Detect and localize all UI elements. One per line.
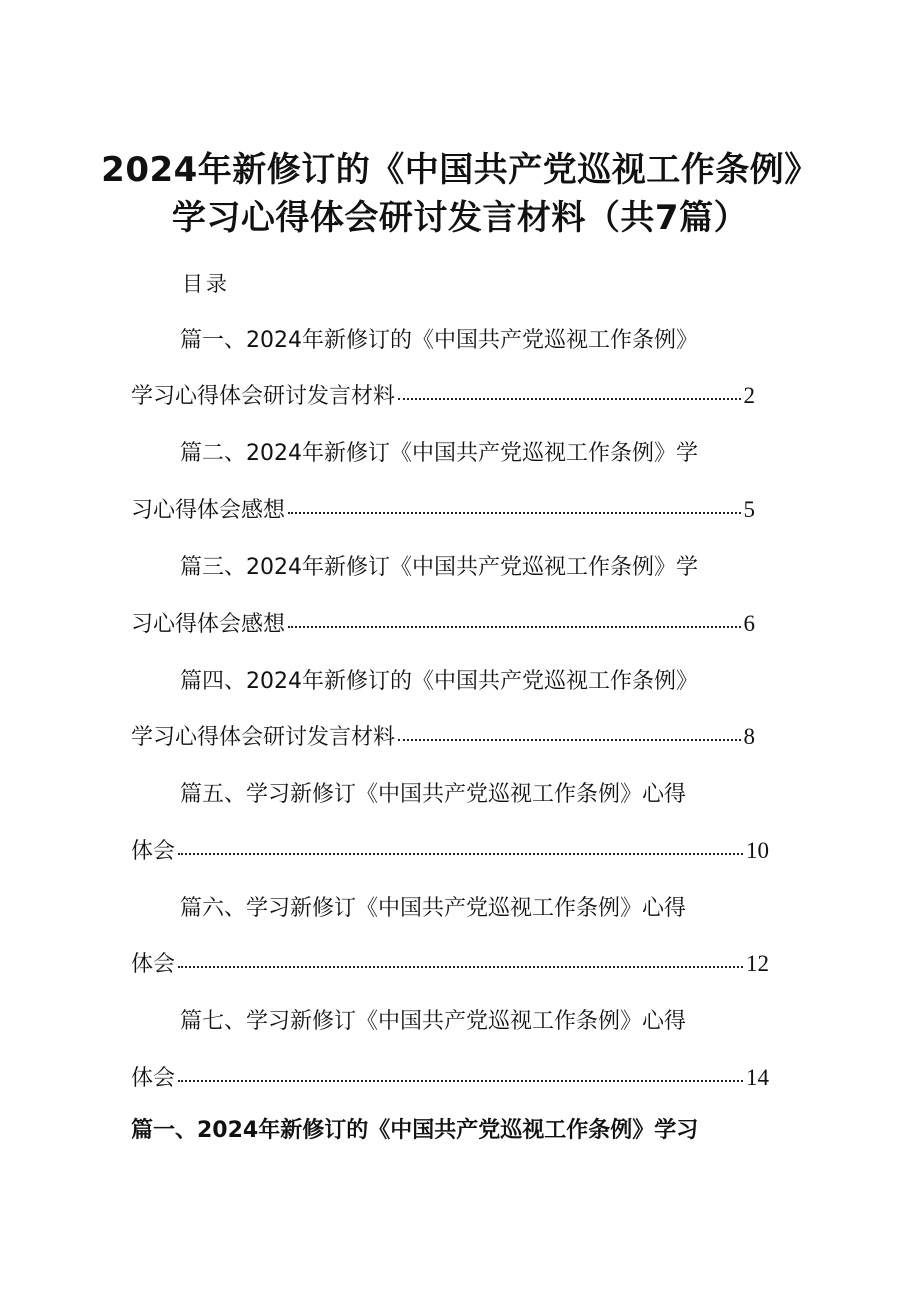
- leader-dots: [398, 380, 740, 400]
- leader-dots: [288, 494, 740, 514]
- document-title-line-1: 2024年新修订的《中国共产党巡视工作条例》: [101, 150, 819, 190]
- leader-dots: [398, 721, 740, 741]
- leader-dots: [178, 1062, 743, 1082]
- toc-entry-text: 体会: [131, 952, 176, 977]
- toc-page-number: 5: [743, 497, 755, 522]
- toc-entry-text: 习心得体会感想: [131, 498, 286, 523]
- toc-entry-text: 习心得体会感想: [131, 612, 286, 637]
- toc-entry-title: 篇四、2024年新修订的《中国共产党巡视工作条例》: [180, 669, 698, 694]
- document-title-line-2: 学习心得体会研讨发言材料（共7篇）: [171, 198, 749, 238]
- leader-dots: [178, 948, 743, 968]
- toc-label: 目录: [182, 272, 230, 296]
- toc-page-number: 12: [746, 951, 769, 976]
- toc-page-number: 8: [743, 724, 755, 749]
- toc-page-number: 14: [746, 1065, 769, 1090]
- toc-entry-title: 篇二、2024年新修订《中国共产党巡视工作条例》学: [180, 441, 698, 466]
- toc-entry-continuation: [131, 1061, 769, 1092]
- section-heading: 篇一、2024年新修订的《中国共产党巡视工作条例》学习: [131, 1118, 699, 1143]
- toc-entry-continuation: [131, 379, 755, 410]
- toc-entry-continuation: [131, 834, 769, 865]
- toc-entry-continuation: [131, 607, 755, 638]
- toc-entry-continuation: [131, 720, 755, 751]
- toc-entry-continuation: [131, 493, 755, 524]
- toc-entry-text: 体会: [131, 1066, 176, 1091]
- toc-entry-title: 篇五、学习新修订《中国共产党巡视工作条例》心得: [180, 782, 687, 807]
- toc-entry-title: 篇三、2024年新修订《中国共产党巡视工作条例》学: [180, 555, 698, 580]
- leader-dots: [288, 608, 740, 628]
- toc-entry-title: 篇六、学习新修订《中国共产党巡视工作条例》心得: [180, 896, 687, 921]
- toc-page-number: 2: [743, 383, 755, 408]
- toc-entry-text: 学习心得体会研讨发言材料: [131, 725, 396, 750]
- toc-entry-text: 学习心得体会研讨发言材料: [131, 384, 396, 409]
- toc-entry-continuation: [131, 947, 769, 978]
- toc-entry-title: 篇七、学习新修订《中国共产党巡视工作条例》心得: [180, 1009, 687, 1034]
- toc-entry-title: 篇一、2024年新修订的《中国共产党巡视工作条例》: [180, 328, 698, 353]
- toc-page-number: 10: [746, 838, 769, 863]
- leader-dots: [178, 835, 743, 855]
- toc-entry-text: 体会: [131, 839, 176, 864]
- toc-page-number: 6: [743, 611, 755, 636]
